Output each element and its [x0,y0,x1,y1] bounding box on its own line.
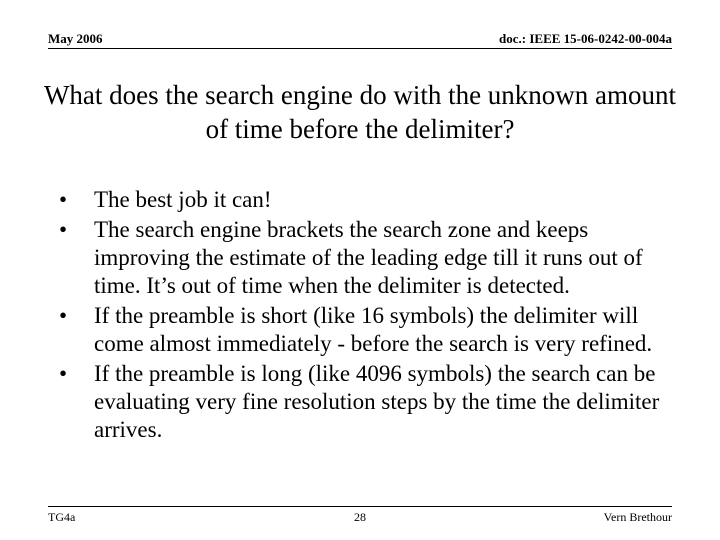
bullet-icon: • [59,217,68,242]
bullet-text: If the preamble is short (like 16 symbols) the delimiter will come almost immediately - before the search is very refined. [94,303,653,356]
bullet-icon: • [59,361,68,386]
footer-divider [48,506,672,507]
bullet-item [59,216,679,300]
header-date: May 2006 [48,31,103,46]
bullet-text: If the preamble is long (like 4096 symbols) the search can be evaluating very fine resolution steps by the time the delimiter arrives. [94,361,660,442]
slide-title: What does the search engine do with the unknown amount of time before the delimiter? [43,80,677,144]
footer-author: Vern Brethour [603,510,672,524]
footer-page-number: 28 [354,510,366,524]
bullet-icon: • [59,187,68,212]
header-doc-id: doc.: IEEE 15-06-0242-00-004a [499,31,672,46]
bullet-icon: • [59,303,68,328]
bullet-text: The best job it can! [94,187,272,212]
bullet-text: The search engine brackets the search zone and keeps improving the estimate of the leading edge till it runs out of time. It’s out of time when the delimiter is detected. [94,217,643,298]
footer-group-label: TG4a [48,510,76,524]
header-divider [48,48,672,49]
bullet-item [59,360,679,444]
bullet-list [59,186,679,446]
bullet-item [59,186,679,214]
bullet-item [59,302,679,358]
